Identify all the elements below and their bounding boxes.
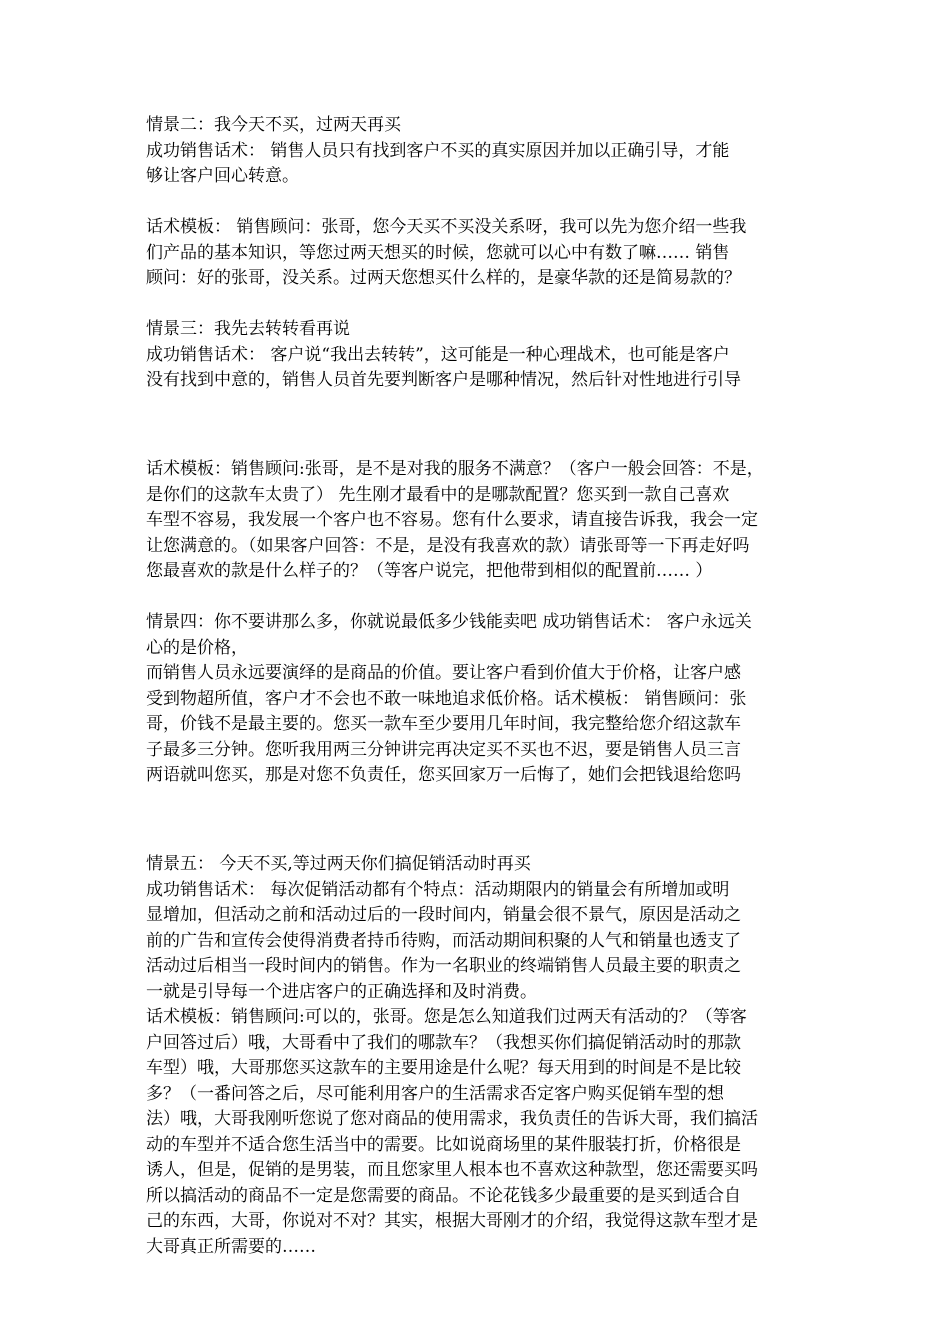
scenario-2-heading: 情景二：我今天不买，过两天再买 xyxy=(146,115,401,135)
text-line: 而销售人员永远要演绎的是商品的价值。要让客户看到价值大于价格，让客户感 xyxy=(146,663,741,683)
text-line: 车型）哦，大哥那您买这款车的主要用途是什么呢？每天用到的时间是不是比较 xyxy=(146,1058,741,1078)
text-line: 哥，价钱不是最主要的。您买一款车至少要用几年时间，我完整给您介绍这款车 xyxy=(146,714,741,734)
text-line: 话术模板：销售顾问:可以的，张哥。您是怎么知道我们过两天有活动的？（等客 xyxy=(146,1007,747,1027)
text-line: 己的东西，大哥，你说对不对？其实，根据大哥刚才的介绍，我觉得这款车型才是 xyxy=(146,1211,758,1231)
blank-line xyxy=(146,394,810,432)
text-line: 多？（一番问答之后，尽可能利用客户的生活需求否定客户购买促销车型的想 xyxy=(146,1083,724,1104)
text-line: 话术模板： 销售顾问：张哥，您今天买不买没关系呀，我可以先为您介绍一些我 xyxy=(146,217,747,237)
text-line: 们产品的基本知识，等您过两天想买的时候，您就可以心中有数了嘛…… 销售 xyxy=(146,242,730,263)
text-line: 户回答过后）哦，大哥看中了我们的哪款车？（我想买你们搞促销活动时的那款 xyxy=(146,1032,741,1053)
text-line: 两语就叫您买，那是对您不负责任，您买回家万一后悔了，她们会把钱退给您吗 xyxy=(146,765,741,785)
text-line: 受到物超所值，客户才不会也不敢一味地追求低价格。话术模板： 销售顾问：张 xyxy=(146,688,747,709)
text-line: 诱人，但是，促销的是男装，而且您家里人根本也不喜欢这种款型，您还需要买吗 xyxy=(146,1160,758,1180)
text-line: 车型不容易，我发展一个客户也不容易。您有什么要求，请直接告诉我，我会一定 xyxy=(146,510,758,530)
text-line: 子最多三分钟。您听我用两三分钟讲完再决定买不买也不迟，要是销售人员三言 xyxy=(146,739,741,760)
blank-line xyxy=(146,789,810,827)
text-line: 是你们的这款车太贵了） 先生刚才最看中的是哪款配置？您买到一款自己喜欢 xyxy=(146,484,730,505)
text-line: 一就是引导每一个进店客户的正确选择和及时消费。 xyxy=(146,981,537,1002)
blank-line xyxy=(146,292,810,318)
text-line: 心的是价格， xyxy=(146,637,248,658)
scenario-4-heading: 情景四：你不要讲那么多，你就说最低多少钱能卖吧 成功销售话术： 客户永远关 xyxy=(146,612,752,632)
blank-line xyxy=(146,432,810,458)
text-line: 没有找到中意的，销售人员首先要判断客户是哪种情况，然后针对性地进行引导 xyxy=(146,370,741,390)
text-line: 所以搞活动的商品不一定是您需要的商品。不论花钱多少最重要的是买到适合自 xyxy=(146,1185,741,1206)
text-line: 顾问：好的张哥，没关系。过两天您想买什么样的，是豪华款的还是简易款的？ xyxy=(146,268,741,288)
text-line: 显增加，但活动之前和活动过后的一段时间内，销量会很不景气，原因是活动之 xyxy=(146,905,741,925)
text-line: 成功销售话术： 销售人员只有找到客户不买的真实原因并加以正确引导，才能 xyxy=(146,140,730,161)
text-line: 动的车型并不适合您生活当中的需要。比如说商场里的某件服装打折，价格很是 xyxy=(146,1134,741,1155)
text-line: 活动过后相当一段时间内的销售。作为一名职业的终端销售人员最主要的职责之 xyxy=(146,956,741,976)
text-line: 够让客户回心转意。 xyxy=(146,166,299,186)
scenario-3-heading: 情景三：我先去转转看再说 xyxy=(146,319,350,339)
text-line: 大哥真正所需要的…… xyxy=(146,1236,316,1257)
blank-line xyxy=(146,190,810,216)
text-line: 让您满意的。（如果客户回答：不是，是没有我喜欢的款）请张哥等一下再走好吗 xyxy=(146,535,750,556)
scenario-5-heading: 情景五： 今天不买,等过两天你们搞促销活动时再买 xyxy=(146,854,531,874)
blank-line xyxy=(146,585,810,611)
text-line: 法）哦，大哥我刚听您说了您对商品的使用需求，我负责任的告诉大哥，我们搞活 xyxy=(146,1109,758,1129)
document-body xyxy=(146,113,810,1260)
text-line: 成功销售话术： 每次促销活动都有个特点：活动期限内的销量会有所增加或明 xyxy=(146,879,730,900)
text-line: 话术模板：销售顾问:张哥，是不是对我的服务不满意？（客户一般会回答：不是， xyxy=(146,459,764,479)
blank-line xyxy=(146,827,810,853)
text-line: 前的广告和宣传会使得消费者持币待购，而活动期间积聚的人气和销量也透支了 xyxy=(146,930,741,951)
text-line: 成功销售话术： 客户说“我出去转转”，这可能是一种心理战术，也可能是客户 xyxy=(146,344,730,365)
text-line: 您最喜欢的款是什么样子的？（等客户说完，把他带到相似的配置前…… ） xyxy=(146,561,713,581)
